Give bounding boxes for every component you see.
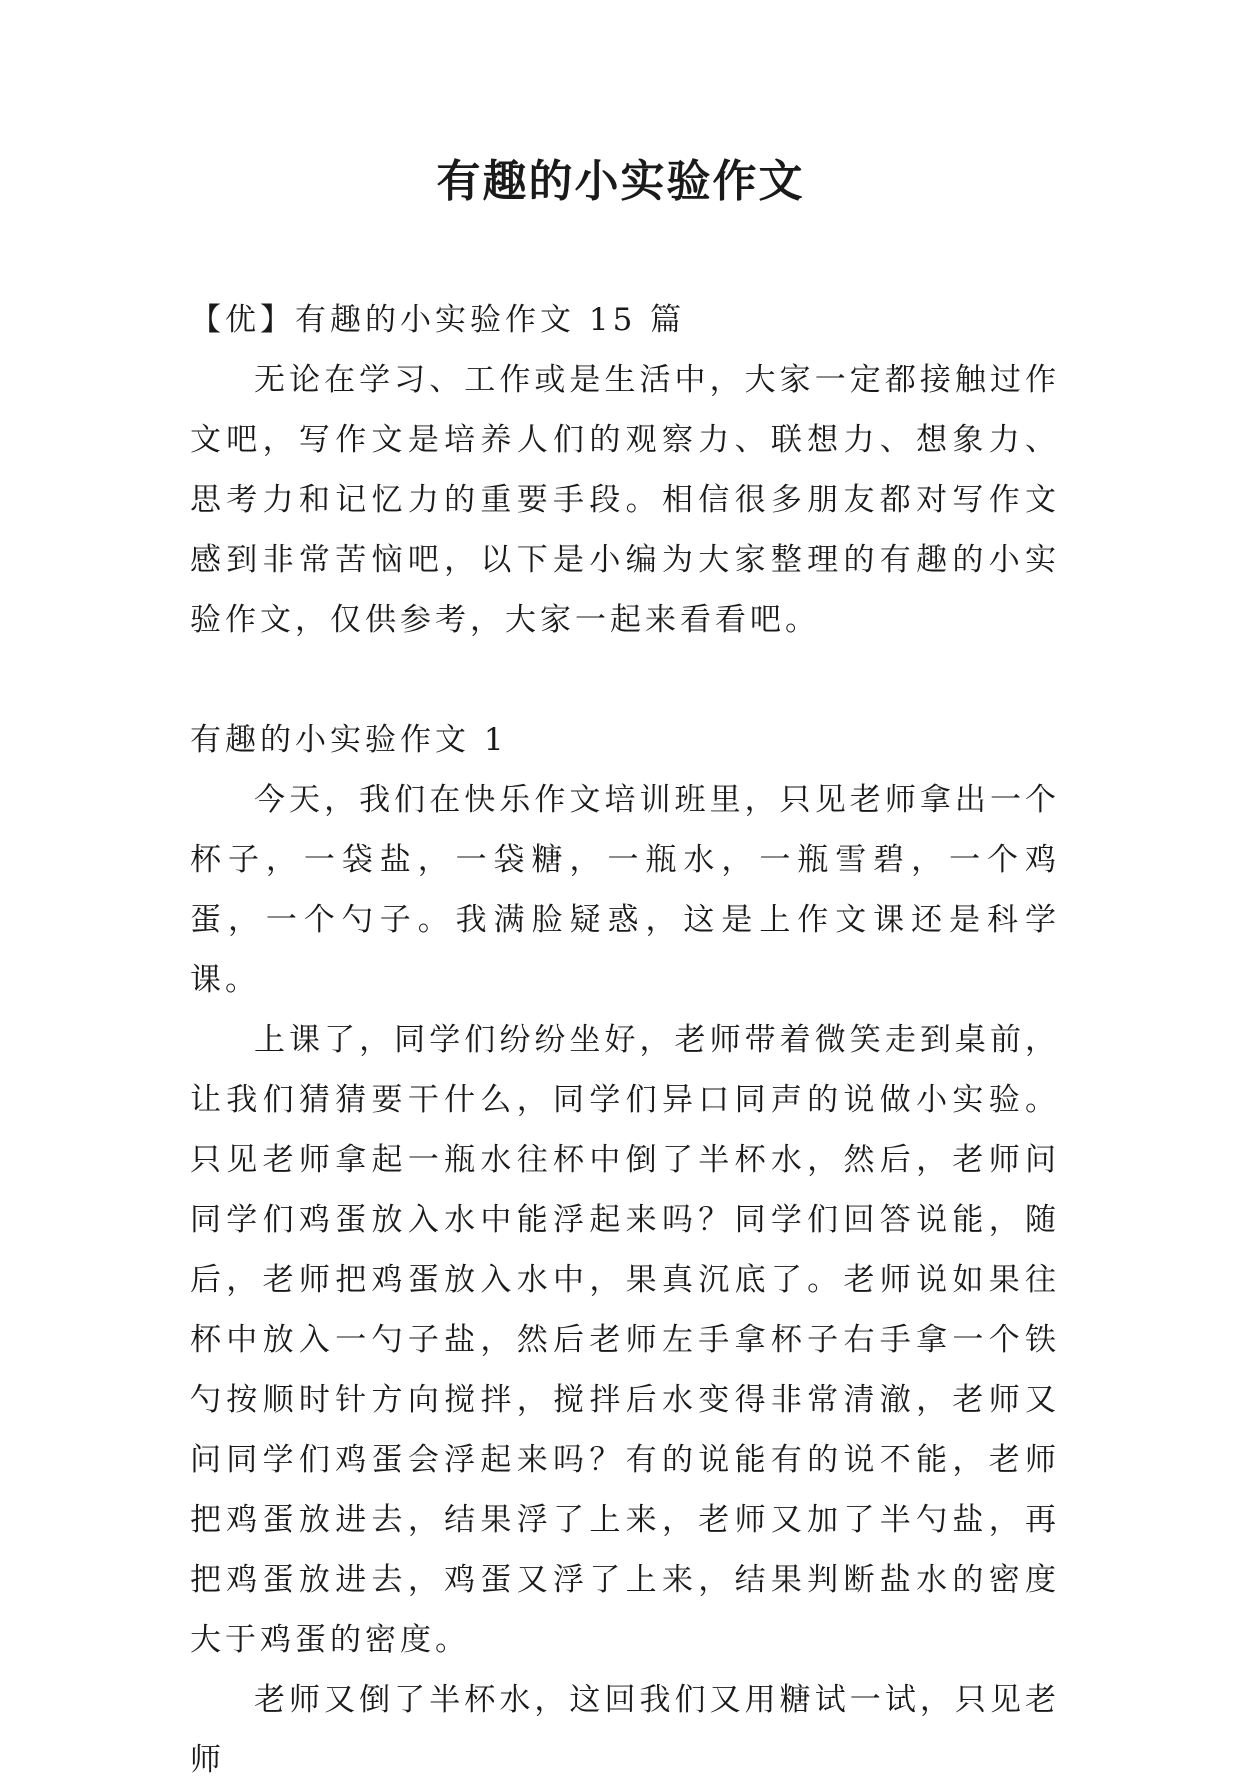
body-paragraph: 今天，我们在快乐作文培训班里，只见老师拿出一个杯子，一袋盐，一袋糖，一瓶水，一瓶雪碧，一个鸡蛋，一个勺子。我满脸疑惑，这是上作文课还是科学课。 xyxy=(190,782,1060,998)
body-paragraph: 老师又倒了半杯水，这回我们又用糖试一试，只见老师 xyxy=(190,1682,1060,1778)
section-heading: 有趣的小实验作文 1 xyxy=(190,722,508,758)
document-body xyxy=(190,290,1060,1790)
document-title: 有趣的小实验作文 xyxy=(436,156,805,207)
section-spacer xyxy=(190,650,1060,710)
body-paragraph: 上课了，同学们纷纷坐好，老师带着微笑走到桌前，让我们猜猜要干什么，同学们异口同声的说做小实验。只见老师拿起一瓶水往杯中倒了半杯水，然后，老师问同学们鸡蛋放入水中能浮起来吗？同学们回答说能，随后，老师把鸡蛋放入水中，果真沉底了。老师说如果往杯中放入一勺子盐，然后老师左手拿杯子右手拿一个铁勺按顺时针方向搅拌，搅拌后水变得非常清澈，老师又问同学们鸡蛋会浮起来吗？有的说能有的说不能，老师把鸡蛋放进去，结果浮了上来，老师又加了半勺盐，再把鸡蛋放进去，鸡蛋又浮了上来，结果判断盐水的密度大于鸡蛋的密度。 xyxy=(190,1022,1060,1658)
intro-paragraph: 无论在学习、工作或是生活中，大家一定都接触过作文吧，写作文是培养人们的观察力、联想力、想象力、思考力和记忆力的重要手段。相信很多朋友都对写作文感到非常苦恼吧，以下是小编为大家整理的有趣的小实验作文，仅供参考，大家一起来看看吧。 xyxy=(190,362,1060,638)
document-subtitle: 【优】有趣的小实验作文 15 篇 xyxy=(190,302,686,338)
